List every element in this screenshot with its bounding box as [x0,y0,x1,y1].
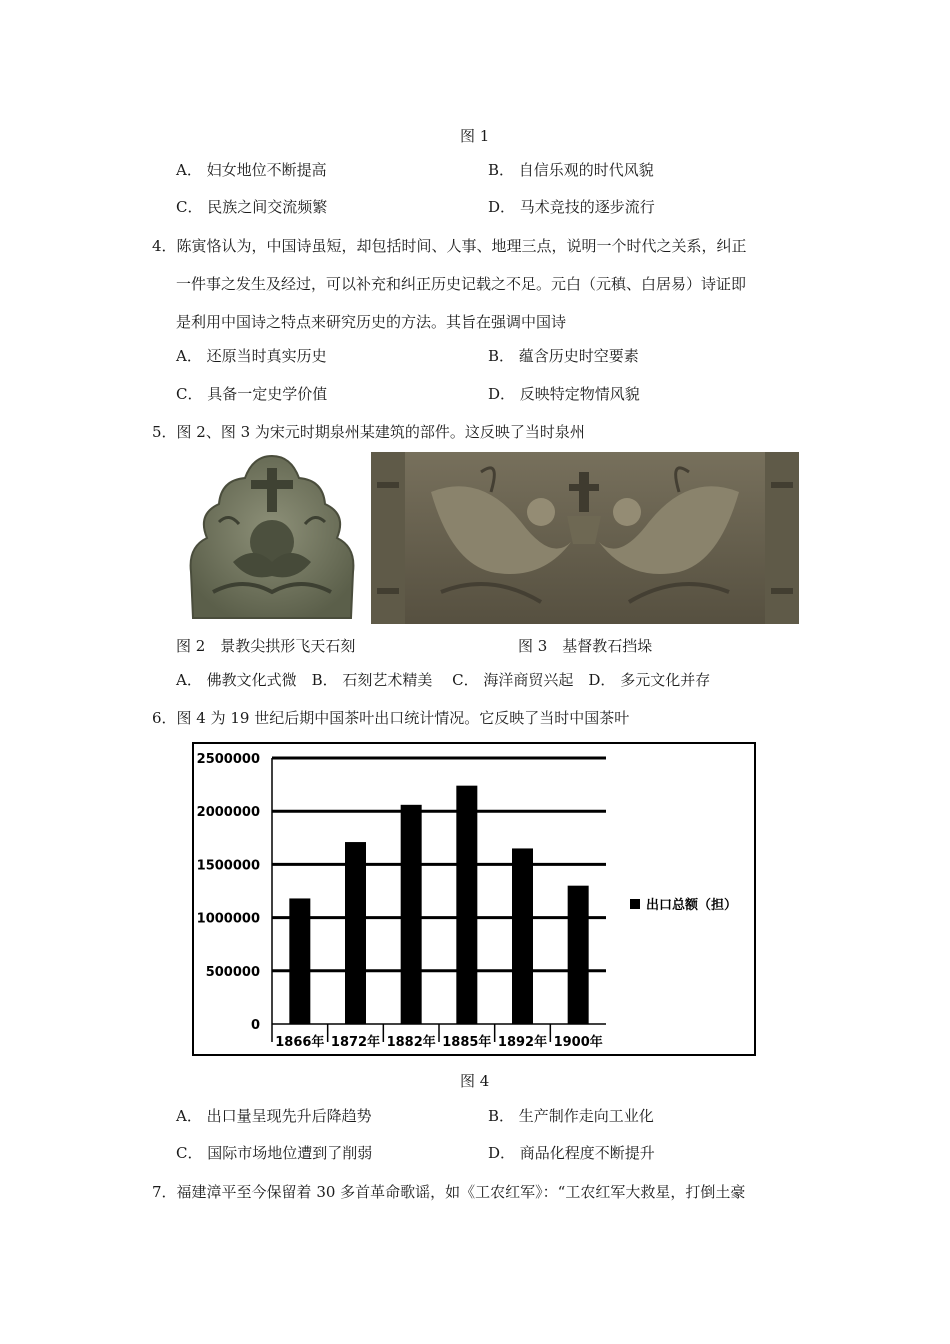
chart-legend-swatch [630,899,640,909]
chart-bar [456,786,477,1024]
chart-bar [289,898,310,1024]
fig1-caption: 图 1 [460,127,490,145]
q4-stem-line-1: 4．陈寅恪认为，中国诗虽短，却包括时间、人事、地理三点，说明一个时代之关系，纠正 [152,237,747,255]
q6-option-c[interactable]: C． 国际市场地位遭到了削弱 [176,1144,373,1162]
chart-y-tick-label: 1000000 [196,911,260,927]
chart-y-tick-label: 2000000 [196,805,260,821]
chart-bar [512,848,533,1024]
chart-bar [568,886,589,1024]
chart-x-tick-label: 1885年 [442,1035,492,1050]
chart-legend-label: 出口总额（担） [646,898,738,913]
chart-canvas [194,744,754,1054]
q3-option-b[interactable]: B． 自信乐观的时代风貌 [488,161,654,179]
q6-option-b[interactable]: B． 生产制作走向工业化 [488,1107,654,1125]
fig3-caption: 图 3 基督教石挡垛 [518,637,653,655]
q4-option-a[interactable]: A． 还原当时真实历史 [176,347,327,365]
q4-option-b[interactable]: B． 蕴含历史时空要素 [488,347,639,365]
q4-option-d[interactable]: D． 反映特定物情风貌 [488,385,640,403]
chart-y-tick-label: 1500000 [196,858,260,874]
chart-x-tick-label: 1866年 [275,1035,325,1050]
chart-y-tick-label: 500000 [205,964,260,980]
chart-y-tick-label: 0 [250,1018,260,1033]
chart-bar [401,805,422,1024]
chart-x-tick-label: 1882年 [386,1035,436,1050]
chart-bar [345,842,366,1024]
q3-option-a[interactable]: A． 妇女地位不断提高 [176,161,327,179]
chart-x-tick-label: 1892年 [497,1035,548,1050]
q4-stem-line-3: 是利用中国诗之特点来研究历史的方法。其旨在强调中国诗 [176,313,567,331]
q6-option-d[interactable]: D． 商品化程度不断提升 [488,1144,655,1162]
fig2-caption: 图 2 景教尖拱形飞天石刻 [176,637,356,655]
fig4-caption: 图 4 [460,1072,490,1090]
q3-option-c[interactable]: C． 民族之间交流频繁 [176,198,328,216]
q3-option-d[interactable]: D． 马术竞技的逐步流行 [488,198,655,216]
chart-x-tick-label: 1900年 [553,1035,603,1050]
q4-stem-line-2: 一件事之发生及经过，可以补充和纠正历史记载之不足。元白（元稹、白居易）诗证即 [176,275,747,293]
fig4-bar-chart [192,742,756,1056]
q5-options[interactable]: A． 佛教文化式微 B． 石刻艺术精美 C． 海洋商贸兴起 D． 多元文化并存 [176,671,711,689]
q4-option-c[interactable]: C． 具备一定史学价值 [176,385,328,403]
chart-y-tick-label: 2500000 [196,752,260,767]
q5-stem: 5．图 2、图 3 为宋元时期泉州某建筑的部件。这反映了当时泉州 [152,423,585,441]
fig3-christian-stone-panel [371,452,799,624]
q7-stem: 7．福建漳平至今保留着 30 多首革命歌谣，如《工农红军》：“工农红军大救星，打倒土豪 [152,1183,746,1201]
q6-stem: 6．图 4 为 19 世纪后期中国茶叶出口统计情况。它反映了当时中国茶叶 [152,709,630,727]
chart-x-tick-label: 1872年 [330,1035,381,1050]
fig2-arched-stone-carving [183,452,361,622]
q6-option-a[interactable]: A． 出口量呈现先升后降趋势 [176,1107,372,1125]
